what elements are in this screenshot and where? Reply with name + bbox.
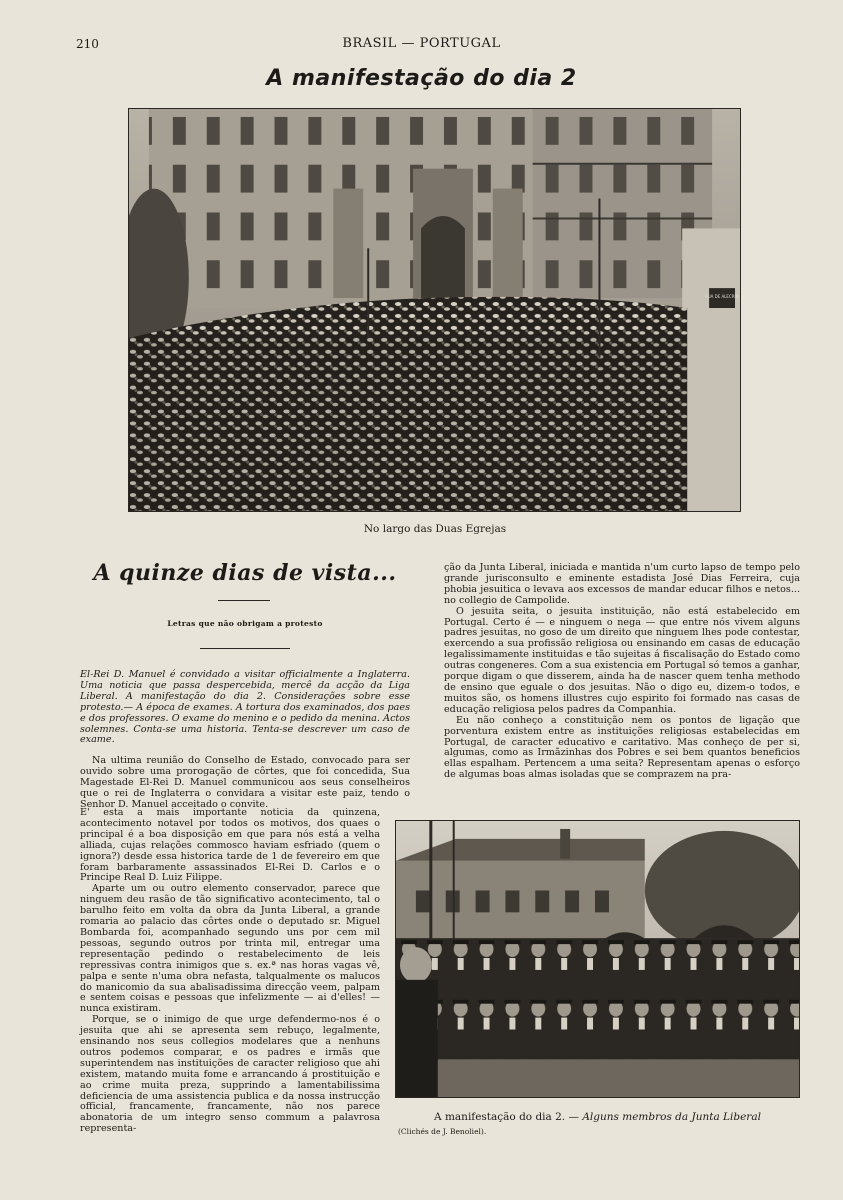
paragraph: E' esta a mais importante noticia da quinzena, acontecimento notavel por todos os motivos, dos quaes o principal é a boa disposição em que para nós está a velha alliada, cujas relações commosco haviam esfriado (quem o ignora?) desde essa historica tarde de 1 de fevereiro em que foram barbaramente assassinados El-Rei D. Carlos e o Principe Real D. Luiz Filippe.	[80, 807, 380, 884]
left-column	[80, 670, 410, 811]
paragraph: ção da Junta Liberal, iniciada e mantida n'um curto lapso de tempo pelo grande jurisconsulto e eminente estadista José Dias Ferreira, cuja phobia jesuitica o levava aos excessos de mandar educar filhos e netos... no collegio de Campolide.	[444, 562, 800, 606]
crowd-photo-illustration	[129, 109, 740, 511]
article-title: A quinze dias de vista...	[93, 560, 397, 586]
paragraph: O jesuita seita, o jesuita instituição, não está estabelecido em Portugal. Certo é — e ninguem o nega — que entre nós vivem alguns padres jesuitas, no goso de um direito que ninguem lhes pode contestar, exercendo a sua profissão religiosa ou ensinando em casas de educação legalissimamente instituidas e tão sujeitas á fiscalisação do Estado como outras congeneres. Com a sua existencia em Portugal só temos a ganhar, porque digam o que disserem, ainda ha de nascer quem tenha methodo de ensino que eguale o dos jesuitas. Não o digo eu, dizem-o todos, e muitos são, os homens illustres cujo espirito foi formado nas casas de educação religiosa pelos padres da Companhia.	[444, 605, 800, 715]
junta-photo-caption	[395, 1111, 800, 1123]
street-sign-text: RUA DE ALECRIM	[705, 294, 740, 300]
running-title: BRASIL — PORTUGAL	[342, 36, 501, 51]
article-subtitle: Letras que não obrigam a protesto	[167, 619, 323, 628]
page-number: 210	[76, 37, 99, 51]
paragraph: Na ultima reunião do Conselho de Estado, convocado para ser ouvido sobre uma prorogação de côrtes, que foi concedida, Sua Magestade El-Rei D. Manuel communicou aos seus conselheiros que o rei de Inglaterra o convidara a visitar este paiz, tendo o Senhor D. Manuel acceitado o convite.	[80, 755, 410, 810]
left-column-continued	[80, 808, 380, 1135]
crowd-photo-caption: No largo das Duas Egrejas	[363, 523, 507, 535]
paragraph: Porque, se o inimigo de que urge defendermo-nos é o jesuita que ahi se apresenta sem rebuço, legalmente, ensinando nos seus collegios modelares que a nenhuns outros podemos comparar, e os padres e irmãs que superintendem nas instituições de caracter religioso que ahi existem, matando muita fome e arrancando á prostituição e ao crime muita preza, supprindo a lamentabilissima deficiencia de uma assistencia publica e da nossa instrucção official, francamente, francamente, não nos parece abonatoria de um integro senso commum a palavrosa representa-	[80, 1014, 380, 1135]
main-title: A manifestação do dia 2	[266, 66, 577, 91]
photo-credit: (Clichés de J. Benoliel).	[398, 1127, 487, 1136]
subtitle-rule	[200, 648, 290, 649]
caption-plain: A manifestação do dia 2. —	[434, 1111, 579, 1123]
junta-members-illustration	[396, 821, 799, 1097]
right-column	[444, 563, 800, 781]
caption-italic: Alguns membros da Junta Liberal	[582, 1111, 761, 1123]
title-rule	[218, 600, 270, 601]
paragraph: Aparte um ou outro elemento conservador, parece que ninguem deu rasão de tão significativo acontecimento, tal o barulho feito em volta da obra da Junta Liberal, a grande romaria ao palacio das côrtes onde o deputado sr. Miguel Bombarda foi, acompanhado segundo uns por cem mil pessoas, segundo outros por trinta mil, entregar uma representação pedindo o restabelecimento de leis repressivas contra inimigos que s. ex.ª nas horas vagas vê, palpa e sente n'uma obra nefasta, talqualmente os malucos do manicomio da sua abalisadissima direcção veem, palpam e sentem coisas e pessoas que infelizmente — ai d'elles! — nunca existiram.	[80, 883, 380, 1015]
crowd-photo	[128, 108, 741, 512]
paragraph: Eu não conheço a constituição nem os pontos de ligação que porventura existem entre as instituições religiosas estabelecidas em Portugal, de caracter educativo e caritativo. Mas conheço de per si, algumas, como as Irmãzinhas dos Pobres e sei bem quantos beneficios ellas espalham. Pertencem a uma seita? Representam apenas o esforço de algumas boas almas isoladas que se comprazem na pra-	[444, 714, 800, 781]
article-lead: El-Rei D. Manuel é convidado a visitar officialmente a Inglaterra. Uma noticia que passa despercebida, mercê da acção da Liga Liberal. A manifestação do dia 2. Considerações sobre esse protesto.— A época de exames. A tortura dos examinados, dos paes e dos professores. O exame do menino e o pedido da menina. Actos solemnes. Conta-se uma historia. Tenta-se descrever um caso de exame.	[80, 669, 410, 746]
junta-members-photo	[395, 820, 800, 1098]
